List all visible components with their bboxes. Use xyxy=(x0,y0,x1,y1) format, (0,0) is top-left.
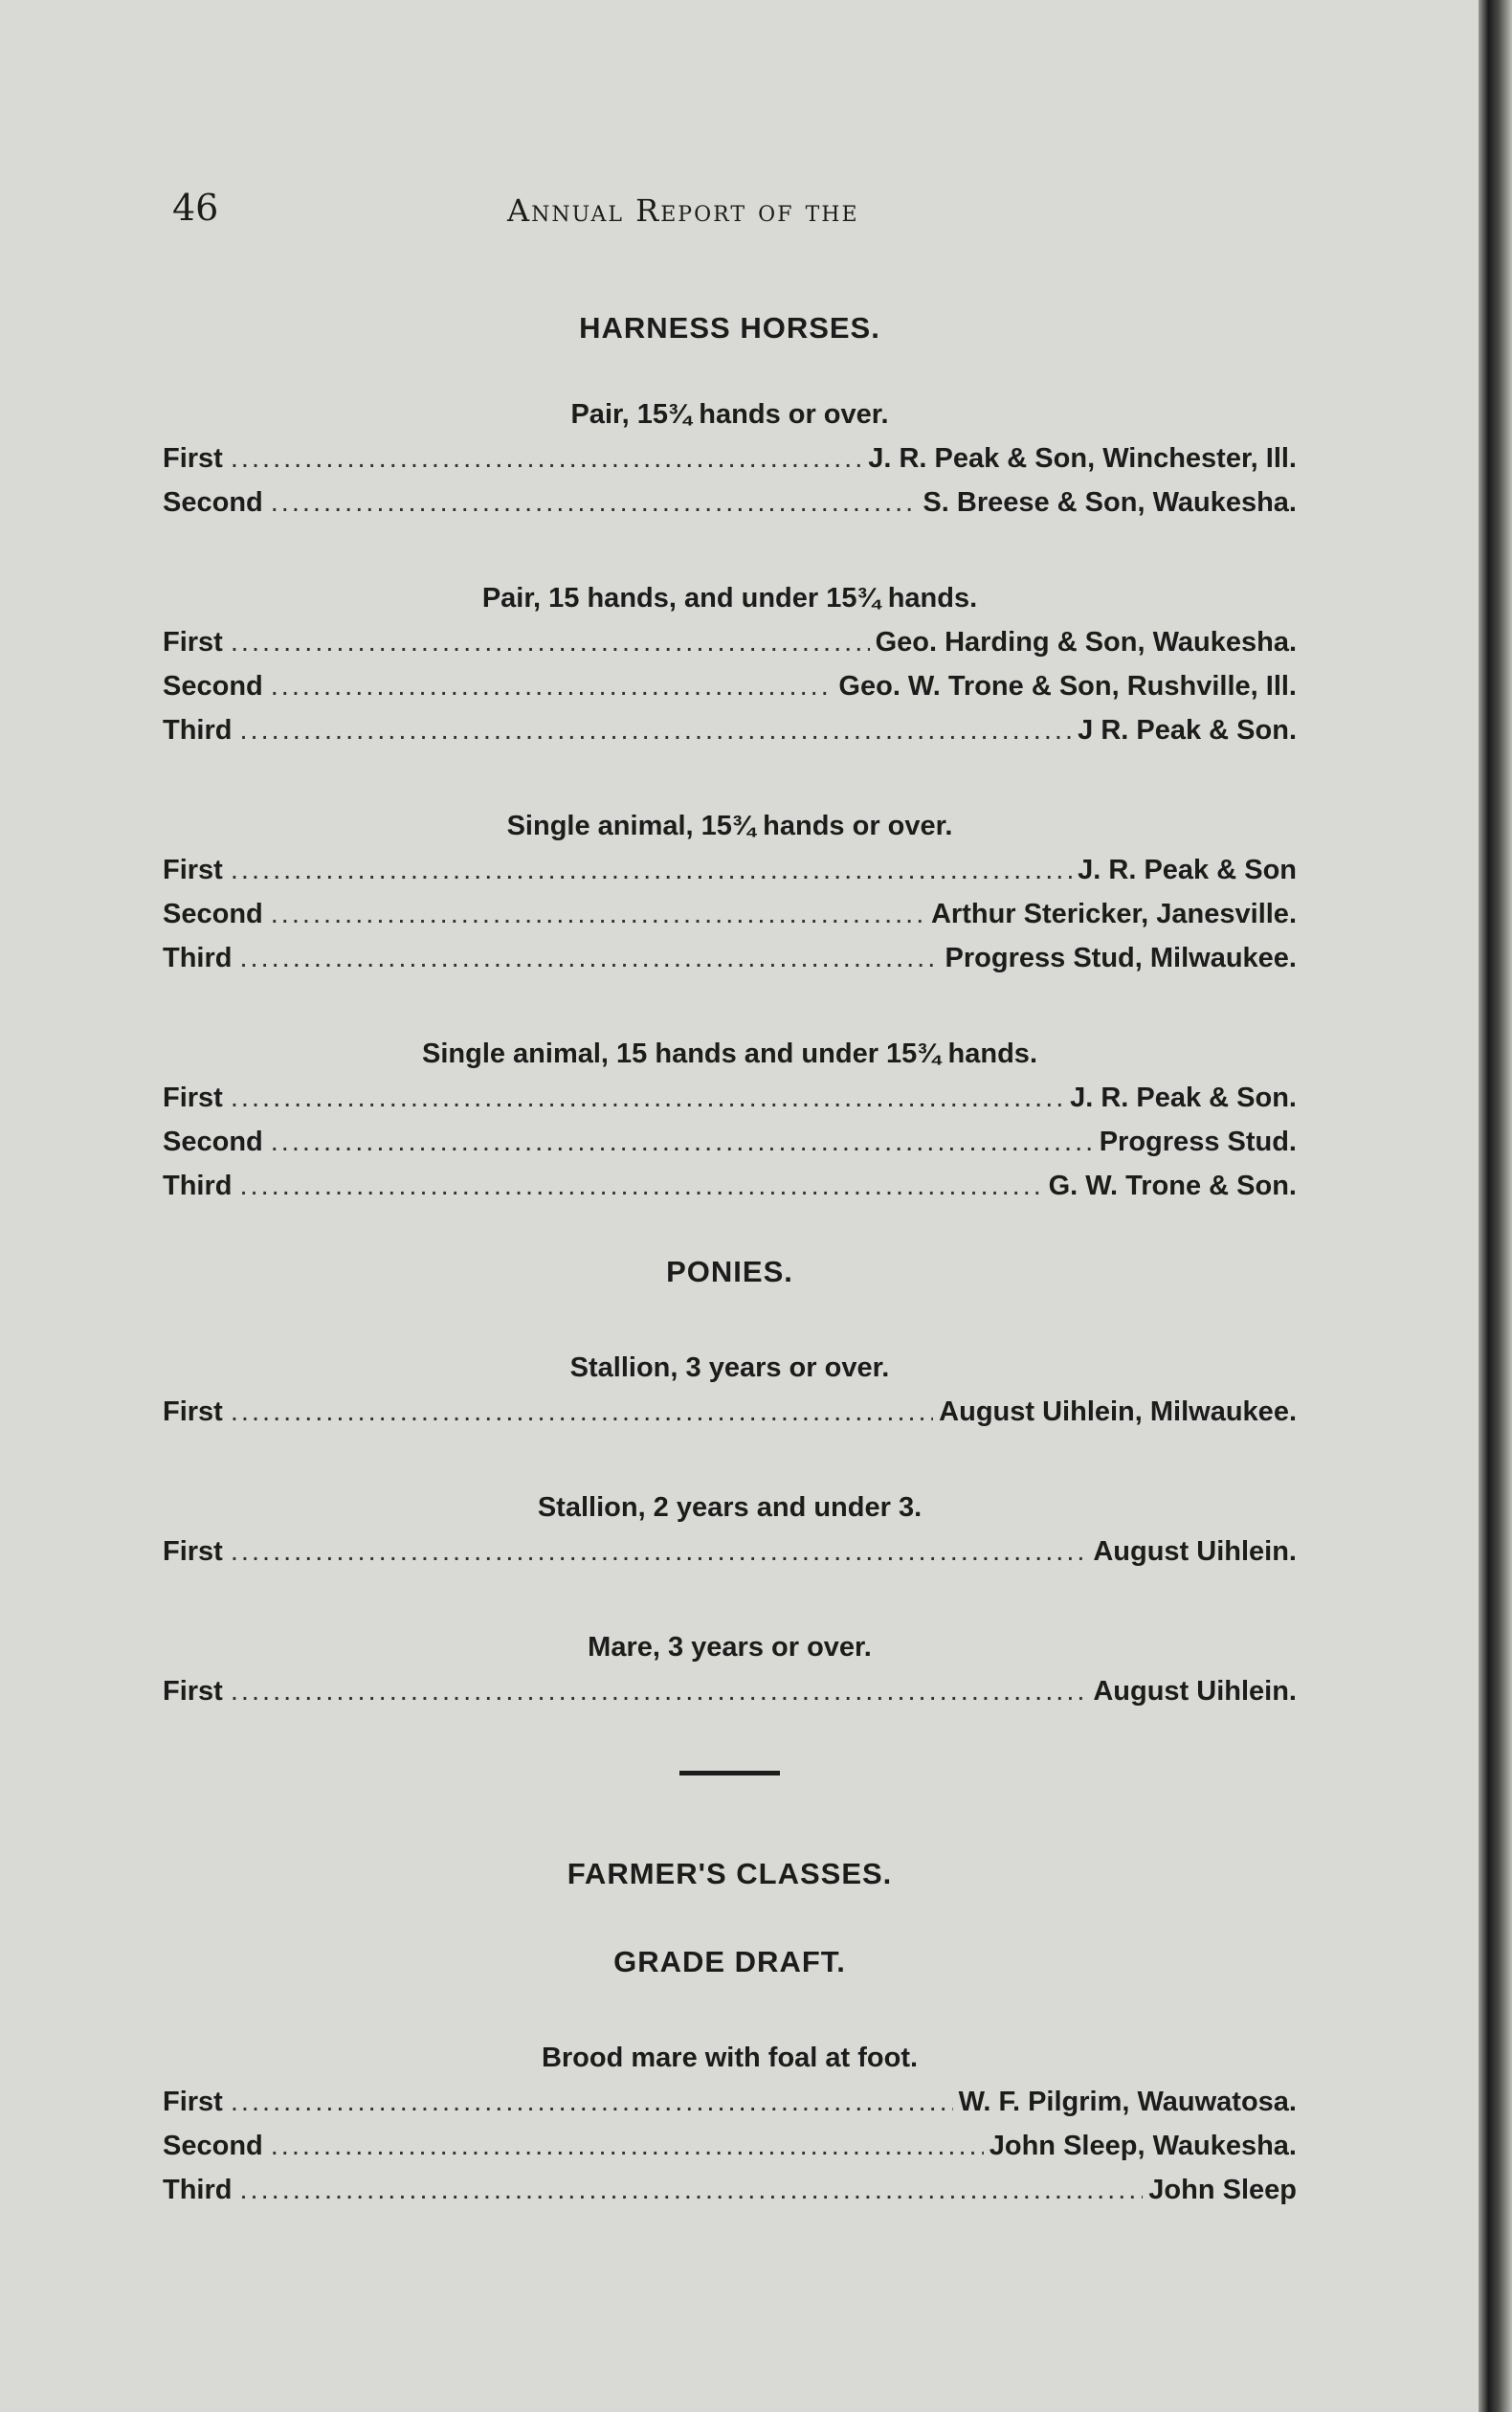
award-winner: J. R. Peak & Son. xyxy=(1070,1083,1297,1113)
award-row xyxy=(163,1076,1297,1120)
award-winner: S. Breese & Son, Waukesha. xyxy=(923,487,1297,518)
award-row xyxy=(163,936,1297,980)
award-place: First xyxy=(163,443,223,474)
award-place: Second xyxy=(163,671,263,702)
award-row xyxy=(163,620,1297,664)
class-title: Mare, 3 years or over. xyxy=(588,1632,872,1663)
award-place: First xyxy=(163,1396,223,1427)
award-place: First xyxy=(163,855,223,885)
class-title: Stallion, 2 years and under 3. xyxy=(537,1492,923,1523)
award-place: Second xyxy=(163,487,263,518)
section-divider xyxy=(679,1771,780,1776)
award-place: Third xyxy=(163,1171,233,1201)
award-place: First xyxy=(163,1676,223,1707)
dot-leader xyxy=(271,664,834,708)
award-place: Second xyxy=(163,2131,263,2161)
award-winner: August Uihlein. xyxy=(1093,1536,1297,1567)
class-title: Single animal, 15 hands and under 15¾ hands. xyxy=(421,1038,1037,1069)
running-head xyxy=(0,187,1479,244)
page-number: 46 xyxy=(172,187,219,229)
award-winner: Geo. W. Trone & Son, Rushville, Ill. xyxy=(838,671,1297,702)
class-title: Pair, 15¾ hands or over. xyxy=(570,399,889,430)
award-row xyxy=(163,436,1297,480)
award-winner: J. R. Peak & Son xyxy=(1078,855,1297,885)
award-row xyxy=(163,1530,1297,1574)
book-binding-edge xyxy=(1479,0,1512,2412)
running-title: Annual Report of the xyxy=(507,192,859,229)
award-row xyxy=(163,1669,1297,1713)
award-row xyxy=(163,708,1297,752)
page-content xyxy=(163,306,1297,2212)
dot-leader xyxy=(240,2168,1144,2212)
award-winner: Geo. Harding & Son, Waukesha. xyxy=(875,627,1297,658)
dot-leader xyxy=(240,708,1073,752)
dot-leader xyxy=(231,436,862,480)
award-winner: Progress Stud. xyxy=(1099,1127,1297,1157)
award-place: First xyxy=(163,1536,223,1567)
class-title: Pair, 15 hands, and under 15¾ hands. xyxy=(481,583,978,614)
award-winner: J R. Peak & Son. xyxy=(1078,715,1297,746)
dot-leader xyxy=(231,1076,1064,1120)
award-row xyxy=(163,1120,1297,1164)
section-title-harness-horses: HARNESS HORSES. xyxy=(579,311,880,345)
dot-leader xyxy=(240,1164,1043,1208)
award-row xyxy=(163,664,1297,708)
dot-leader xyxy=(231,848,1072,892)
section-subtitle-grade-draft: GRADE DRAFT. xyxy=(613,1945,846,1978)
award-row xyxy=(163,1164,1297,1208)
award-winner: August Uihlein. xyxy=(1093,1676,1297,1707)
award-winner: J. R. Peak & Son, Winchester, Ill. xyxy=(868,443,1297,474)
award-row xyxy=(163,848,1297,892)
dot-leader xyxy=(231,1390,933,1434)
award-row xyxy=(163,1390,1297,1434)
award-place: First xyxy=(163,2087,223,2117)
dot-leader xyxy=(231,2080,953,2124)
award-winner: John Sleep, Waukesha. xyxy=(989,2131,1297,2161)
dot-leader xyxy=(240,936,940,980)
award-winner: John Sleep xyxy=(1148,2175,1297,2205)
section-title-ponies: PONIES. xyxy=(666,1255,793,1288)
award-winner: G. W. Trone & Son. xyxy=(1048,1171,1297,1201)
award-place: Third xyxy=(163,943,233,973)
dot-leader xyxy=(271,2124,984,2168)
dot-leader xyxy=(271,892,925,936)
class-title: Brood mare with foal at foot. xyxy=(541,2043,919,2073)
dot-leader xyxy=(271,1120,1094,1164)
award-row xyxy=(163,480,1297,525)
dot-leader xyxy=(231,1669,1087,1713)
section-title-farmers-classes: FARMER'S CLASSES. xyxy=(567,1857,893,1890)
dot-leader xyxy=(231,620,870,664)
award-winner: W. F. Pilgrim, Wauwatosa. xyxy=(958,2087,1297,2117)
award-row xyxy=(163,2124,1297,2168)
dot-leader xyxy=(231,1530,1087,1574)
award-place: First xyxy=(163,627,223,658)
dot-leader xyxy=(271,480,918,525)
award-place: Third xyxy=(163,715,233,746)
award-place: First xyxy=(163,1083,223,1113)
award-winner: August Uihlein, Milwaukee. xyxy=(939,1396,1297,1427)
award-winner: Progress Stud, Milwaukee. xyxy=(945,943,1297,973)
class-title: Single animal, 15¾ hands or over. xyxy=(506,811,953,841)
award-row xyxy=(163,2080,1297,2124)
award-place: Second xyxy=(163,1127,263,1157)
award-row xyxy=(163,2168,1297,2212)
award-winner: Arthur Stericker, Janesville. xyxy=(930,899,1297,929)
award-place: Third xyxy=(163,2175,233,2205)
award-place: Second xyxy=(163,899,263,929)
award-row xyxy=(163,892,1297,936)
class-title: Stallion, 3 years or over. xyxy=(569,1352,890,1383)
